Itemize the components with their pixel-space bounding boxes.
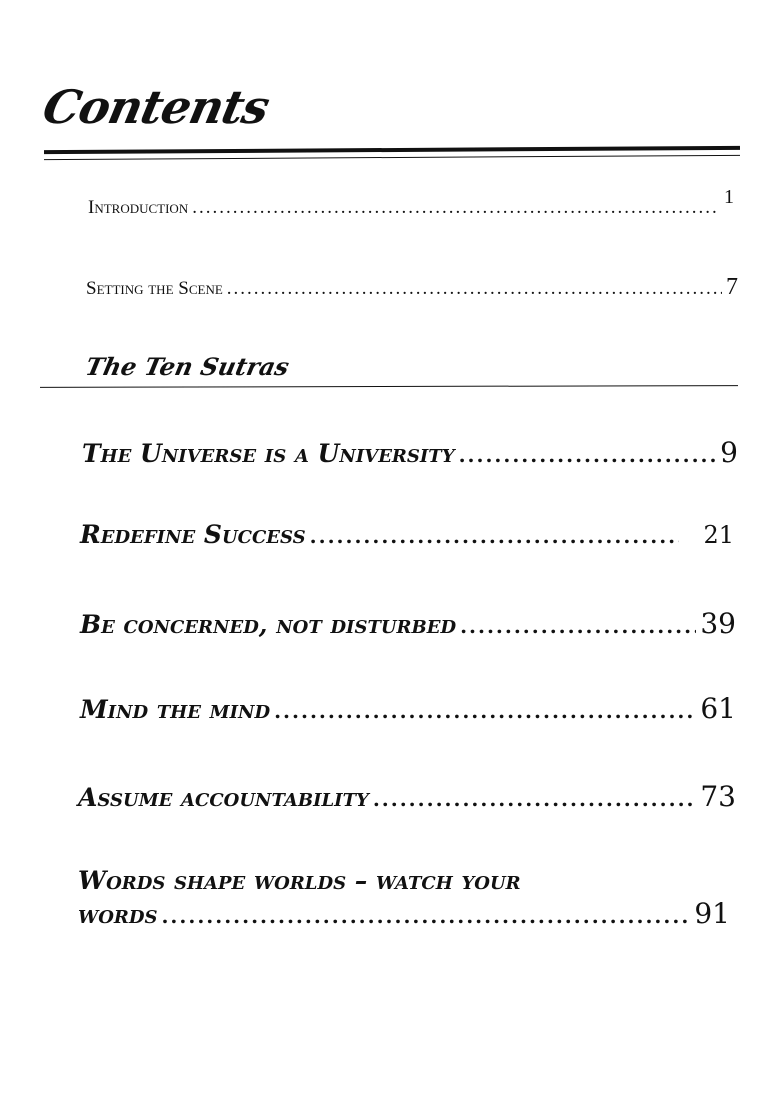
entry-label-line1: Words shape worlds – watch your	[78, 866, 521, 895]
entry-page: 9	[720, 436, 738, 469]
dot-leader	[460, 614, 696, 638]
toc-entry-chapter[interactable]	[80, 692, 736, 725]
toc-entry-chapter[interactable]	[80, 520, 734, 549]
toc-entry-chapter[interactable]	[80, 607, 736, 640]
dot-leader	[192, 197, 720, 219]
entry-label: Introduction	[88, 197, 189, 218]
entry-label: Setting the Scene	[86, 278, 223, 299]
entry-label: Be concerned, not disturbed	[80, 610, 457, 639]
entry-page: 91	[694, 897, 730, 930]
entry-label: Redefine Success	[80, 520, 306, 549]
dot-leader	[373, 787, 697, 811]
dot-leader	[227, 278, 722, 300]
entry-label-line2: words	[78, 900, 158, 929]
dot-leader	[274, 699, 696, 723]
dot-leader	[161, 904, 690, 928]
title-rule-thick	[44, 146, 740, 154]
title-rule-thin	[44, 155, 740, 160]
entry-label: The Universe is a University	[82, 439, 455, 468]
dot-leader	[459, 443, 717, 467]
toc-entry-setting-the-scene[interactable]	[86, 274, 738, 301]
toc-entry-chapter[interactable]	[78, 780, 736, 813]
toc-entry-chapter[interactable]	[82, 436, 738, 469]
entry-page: 21	[703, 521, 734, 549]
entry-page: 7	[726, 274, 738, 300]
entry-page: 73	[700, 780, 736, 813]
dot-leader	[310, 524, 680, 548]
section-rule	[40, 385, 738, 388]
entry-label: Assume accountability	[78, 783, 369, 812]
entry-label: Mind the mind	[80, 695, 271, 724]
entry-page: 39	[700, 607, 736, 640]
section-heading: The Ten Sutras	[82, 352, 292, 381]
toc-entry-introduction[interactable]	[88, 186, 734, 219]
entry-page: 1	[724, 186, 734, 208]
page-title: Contents	[38, 80, 274, 134]
entry-page: 61	[700, 692, 736, 725]
toc-entry-chapter[interactable]	[78, 866, 738, 928]
